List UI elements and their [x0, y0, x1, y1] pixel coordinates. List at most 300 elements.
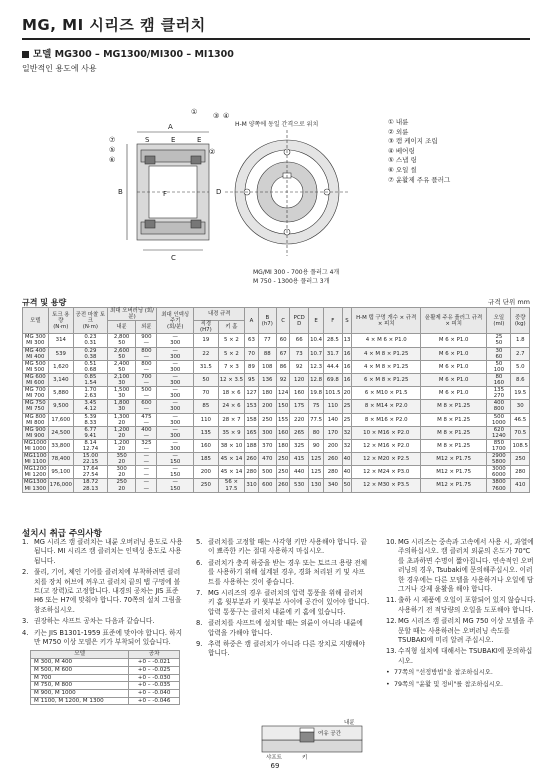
callout-4: ④: [223, 112, 230, 120]
cell-index: — 300: [157, 387, 194, 400]
table-row: [23, 413, 530, 426]
spec-title: 규격 및 용량: [22, 298, 67, 307]
cell-inner: 1,300 20: [107, 413, 136, 426]
table-row: [23, 439, 530, 452]
cell-c: 150: [276, 400, 289, 413]
header: [22, 14, 530, 74]
cell-oil: 400 800: [487, 400, 511, 413]
callout-7: ⑦: [109, 136, 116, 144]
table-row: [23, 466, 530, 479]
callout-2: ②: [209, 148, 216, 156]
cell-inner: 350 20: [107, 453, 136, 466]
cell-f: 200: [324, 439, 342, 452]
cell-a: 153: [245, 400, 258, 413]
cell-b: 108: [258, 360, 276, 373]
reference-note: • 79쪽의 "윤활 및 정비"를 참조하십시오.: [386, 680, 503, 688]
cell-drag: 5.39 8.33: [74, 413, 108, 426]
tolerance-row: [31, 659, 180, 667]
cell-drag: 18.72 28.13: [74, 479, 108, 492]
th-bore: 내경 규격: [194, 308, 245, 321]
cell-outer: 800 —: [136, 360, 157, 373]
cell-lub: M 6 × P1.0: [421, 373, 487, 386]
dim-label-e2: E: [197, 136, 202, 144]
callout-5: ⑤: [109, 146, 116, 154]
legend-item: ② 외륜: [388, 127, 409, 136]
dim-label-s: S: [145, 136, 150, 144]
cell-torque: 17,600: [48, 413, 73, 426]
tol-model: M 750, M 800: [31, 682, 129, 690]
cell-c: 155: [276, 413, 289, 426]
cell-bore: 110: [194, 413, 218, 426]
cell-inner: 2,400 50: [107, 360, 136, 373]
cell-index: — 300: [157, 347, 194, 360]
cell-s: 32: [342, 439, 352, 452]
table-row: [23, 453, 530, 466]
cell-torque: 1,620: [48, 360, 73, 373]
cell-oil: 500 1000: [487, 413, 511, 426]
spec-table: [22, 307, 530, 493]
cell-e: 12.8: [309, 373, 324, 386]
reference-note: • 77쪽의 "선정방법"을 참조하십시오.: [386, 669, 493, 677]
cell-oil: 25 50: [487, 334, 511, 347]
hm-note: H-M 양쪽에 동일 간격으로 위치: [235, 121, 319, 128]
cell-model: MG1300 MI 1300: [24, 479, 47, 492]
dim-label-f: F: [163, 190, 168, 198]
note-item: 3. 권장하는 샤프트 공차는 다음과 같습니다.: [22, 617, 155, 626]
cell-oil: 2900 5800: [487, 453, 511, 466]
cell-inner: 250 20: [107, 479, 136, 492]
cell-b: 250: [258, 413, 276, 426]
dim-label-a: A: [168, 123, 173, 131]
cell-s: 16: [342, 373, 352, 386]
tolerance-row: [31, 689, 180, 697]
cell-key: 12 × 3.5: [218, 373, 245, 386]
cell-index: — 300: [157, 413, 194, 426]
cell-hm: 8 × M14 × P2.0: [352, 400, 421, 413]
cell-e: 19.8: [309, 387, 324, 400]
cell-c: 250: [276, 466, 289, 479]
cell-inner: 300 20: [107, 466, 136, 479]
cell-a: 260: [245, 453, 258, 466]
cell-s: 50: [342, 479, 352, 492]
cell-bore: 185: [194, 453, 218, 466]
cell-bore: 85: [194, 400, 218, 413]
cell-bore: 160: [194, 439, 218, 452]
cell-lub: M12 × P1.75: [421, 466, 487, 479]
cell-index: — 300: [157, 334, 194, 347]
note-item: 6. 클러치가 충격 하중을 받는 경우 또는 토르크 용량 전체를 사용하기 위해 설계된 경우, 경화 처리된 키 및 샤프트를 사용하는 것이 좋습니다.: [196, 558, 368, 586]
table-row: [23, 426, 530, 439]
cell-pcd: 92: [290, 360, 309, 373]
cell-hm: 8 × M16 × P2.0: [352, 413, 421, 426]
cell-oil: 3800 7600: [487, 479, 511, 492]
cell-weight: 19.5: [511, 387, 530, 400]
th-bore-dia: 직경 (H7): [194, 321, 218, 334]
key-fig-shaft: 샤프트: [266, 755, 282, 760]
cell-c: 180: [276, 439, 289, 452]
tol-header-tol: 공차: [129, 651, 180, 659]
cell-lub: M12 × P1.75: [421, 479, 487, 492]
cell-oil: 620 1240: [487, 426, 511, 439]
cell-s: 32: [342, 426, 352, 439]
cell-inner: 1,200 20: [107, 426, 136, 439]
cell-hm: 4 × M 8 × P1.25: [352, 347, 421, 360]
cell-pcd: 530: [290, 479, 309, 492]
table-row: [23, 400, 530, 413]
cell-torque: 176,000: [48, 479, 73, 492]
tol-value: +0 – -0.021: [129, 659, 180, 667]
cell-model: MG1200 MI 1200: [24, 466, 47, 479]
note-item: 5. 클러치를 고정할 때는 사각형 키만 사용해야 합니다. 끝이 뾰족한 키는 절대 사용하지 마십시오.: [196, 538, 368, 556]
key-fig-key: 키: [302, 755, 308, 760]
cell-weight: 8.6: [511, 373, 530, 386]
cell-e: 125: [309, 466, 324, 479]
cell-key: 7 × 3: [218, 360, 245, 373]
tol-model: M 300, M 400: [31, 659, 129, 667]
callout-6: ⑥: [109, 156, 116, 164]
th-c: C: [276, 308, 289, 334]
cell-c: 260: [276, 479, 289, 492]
dim-label-d: D: [216, 188, 222, 196]
cell-a: 158: [245, 413, 258, 426]
dim-label-c: C: [171, 254, 176, 262]
note-item: 9. 추력 하중은 캠 클러치가 아니라 다른 장치로 지탱해야 합니다.: [196, 640, 366, 658]
table-row: [23, 479, 530, 492]
note-item: 11. 출하 시 제품에 오일이 포함되어 있지 않습니다. 사용하기 전 적당량의 오일을 도포해야 합니다.: [386, 596, 536, 614]
cell-e: 75: [309, 400, 324, 413]
cell-pcd: 440: [290, 466, 309, 479]
plug-note-2: M 750 - 1300용 플러그 3개: [253, 278, 330, 285]
callout-3: ③: [213, 112, 220, 120]
cell-weight: 1.8: [511, 334, 530, 347]
cell-inner: 2,600 50: [107, 347, 136, 360]
cell-hm: 12 × M30 × P3.5: [352, 479, 421, 492]
legend-item: ⑤ 스냅 링: [388, 156, 417, 165]
cell-inner: 1,500 30: [107, 387, 136, 400]
cell-hm: 10 × M16 × P2.0: [352, 426, 421, 439]
tol-value: +0 – -0.040: [129, 689, 180, 697]
cell-bore: 31.5: [194, 360, 218, 373]
cell-c: 124: [276, 387, 289, 400]
legend-item: ③ 캠 케이지 조립: [388, 137, 438, 146]
th-e: E: [309, 308, 324, 334]
cell-s: 40: [342, 466, 352, 479]
cell-index: — 150: [157, 466, 194, 479]
cell-f: 280: [324, 466, 342, 479]
cell-e: 12.3: [309, 360, 324, 373]
cell-f: 260: [324, 453, 342, 466]
th-pcd: PCD D: [290, 308, 309, 334]
cell-torque: 95,100: [48, 466, 73, 479]
cell-hm: 12 × M16 × P2.0: [352, 439, 421, 452]
cell-b: 77: [258, 334, 276, 347]
cell-s: 13: [342, 334, 352, 347]
cell-e: 125: [309, 453, 324, 466]
th-a: A: [245, 308, 258, 334]
cell-f: 101.5: [324, 387, 342, 400]
note-item: 13. 수직형 설치에 대해서는 TSUBAKI에 문의하십시오.: [386, 647, 533, 665]
cell-inner: 1,800 30: [107, 400, 136, 413]
cell-weight: 30: [511, 400, 530, 413]
note-item: 8. 클러치를 샤프트에 설치할 때는 외륜이 아니라 내륜에 압력을 가해야 합니다.: [196, 619, 363, 637]
th-outer: 외륜: [136, 321, 157, 334]
cell-pcd: 325: [290, 439, 309, 452]
cell-torque: 9,500: [48, 400, 73, 413]
cell-weight: 250: [511, 453, 530, 466]
cell-index: — 300: [157, 373, 194, 386]
th-f: F: [324, 308, 342, 334]
cell-s: 16: [342, 347, 352, 360]
cell-bore: 135: [194, 426, 218, 439]
cell-c: 250: [276, 453, 289, 466]
notes-column-3: [386, 538, 536, 689]
cell-lub: M 6 × P1.0: [421, 387, 487, 400]
cell-outer: 800 —: [136, 347, 157, 360]
cell-pcd: 160: [290, 387, 309, 400]
cell-pcd: 415: [290, 453, 309, 466]
cell-c: 160: [276, 426, 289, 439]
cell-outer: 475 —: [136, 413, 157, 426]
cell-model: MG 300 MI 300: [23, 334, 49, 347]
tol-value: +0 – -0.025: [129, 666, 180, 674]
model-line: [22, 46, 530, 60]
tolerance-row: [31, 674, 180, 682]
cell-b: 180: [258, 387, 276, 400]
cell-index: — 150: [157, 453, 194, 466]
th-s: S: [342, 308, 352, 334]
cell-e: 10.4: [309, 334, 324, 347]
tolerance-row: [31, 666, 180, 674]
th-inner: 내륜: [107, 321, 136, 334]
note-item: 1. MG 시리즈 캠 클러치는 내륜 오버러닝 용도로 사용됩니다. MI 시리즈 캠 클러치는 인덱싱 용도로 사용됩니다.: [22, 538, 183, 565]
cell-a: 89: [245, 360, 258, 373]
cell-torque: 78,400: [48, 453, 73, 466]
cell-drag: 0.23 0.31: [74, 334, 108, 347]
cell-outer: — —: [136, 479, 157, 492]
cell-f: 140: [324, 413, 342, 426]
clutch-diagram: [105, 96, 350, 291]
cell-drag: 3.45 4.12: [74, 400, 108, 413]
cell-weight: 2.7: [511, 347, 530, 360]
notes-title: 설치시 취급 주의사항: [22, 529, 102, 539]
cell-outer: 700 —: [136, 373, 157, 386]
cell-outer: 400 —: [136, 426, 157, 439]
cell-key: 56 × 17.5: [218, 479, 245, 492]
cell-f: 170: [324, 426, 342, 439]
cell-model: MG 500 MI 500: [23, 360, 49, 373]
cell-c: 60: [276, 334, 289, 347]
cell-model: MG 750 MI 750: [23, 400, 49, 413]
cell-lub: M 8 × P1.25: [421, 413, 487, 426]
title-divider: [22, 38, 530, 40]
cell-model: MG 400 MI 400: [23, 347, 49, 360]
callout-1: ①: [191, 108, 198, 116]
cell-drag: 6.77 9.41: [74, 426, 108, 439]
cell-f: 69.8: [324, 373, 342, 386]
cell-f: 340: [324, 479, 342, 492]
cell-torque: 5,880: [48, 387, 73, 400]
tolerance-table: [30, 650, 180, 705]
note-item: 12. MG 시리즈 캠 클러치 MG 750 이상 모델을 주문할 때는 사용하려는 오버러닝 속도를 TSUBAKI에 미리 알려 주십시오.: [386, 617, 534, 645]
cell-s: 20: [342, 387, 352, 400]
cell-torque: 33,800: [48, 439, 73, 452]
cell-s: 25: [342, 400, 352, 413]
cell-f: 28.5: [324, 334, 342, 347]
cell-e: 90: [309, 439, 324, 452]
cell-index: — 300: [157, 426, 194, 439]
cell-e: 130: [309, 479, 324, 492]
cell-hm: 4 × M 6 × P1.0: [352, 334, 421, 347]
th-b: B (h7): [258, 308, 276, 334]
note-item: 7. MG 시리즈의 경우 클러치의 압력 통풍을 위해 클러치 키 홈 윗부분과 키 윗부분 사이에 공간이 있어야 합니다. 압력 통풍구는 클러치 내륜에 키 홈에 있습니다.: [196, 589, 370, 616]
cell-key: 45 × 14: [218, 466, 245, 479]
table-row: [23, 334, 530, 347]
notes-column-2: [196, 538, 370, 661]
cell-pcd: 175: [290, 400, 309, 413]
cell-weight: 46.5: [511, 413, 530, 426]
cell-index: — 300: [157, 439, 194, 452]
tol-value: +0 – -0.030: [129, 674, 180, 682]
cell-hm: 6 × M10 × P1.5: [352, 387, 421, 400]
cell-pcd: 73: [290, 347, 309, 360]
cell-lub: M12 × P1.75: [421, 453, 487, 466]
key-fig-gap: 여유 공간: [318, 731, 342, 737]
cell-torque: 3,140: [48, 373, 73, 386]
table-row: [23, 373, 530, 386]
legend-item: ⑥ 오일 씰: [388, 165, 417, 174]
cell-a: 95: [245, 373, 258, 386]
cell-b: 200: [258, 400, 276, 413]
cell-key: 24 × 6: [218, 400, 245, 413]
cell-torque: 24,500: [48, 426, 73, 439]
cell-model: MG1000 MI 1000: [24, 439, 47, 452]
cell-key: 5 × 2: [218, 347, 245, 360]
cell-key: 28 × 7: [218, 413, 245, 426]
cell-oil: 50 100: [487, 360, 511, 373]
cell-b: 88: [258, 347, 276, 360]
cell-oil: 135 270: [487, 387, 511, 400]
tol-model: M 1100, M 1200, M 1300: [31, 697, 129, 705]
cell-oil: 30 60: [487, 347, 511, 360]
cell-model: MG1100 MI 1100: [24, 453, 47, 466]
cell-a: 165: [245, 426, 258, 439]
key-fig-inner: 내륜: [344, 720, 355, 726]
cell-oil: 3000 6000: [487, 466, 511, 479]
cell-bore: 200: [194, 466, 218, 479]
cell-inner: 2,800 50: [107, 334, 136, 347]
cell-b: 370: [258, 439, 276, 452]
th-key: 키 홈: [218, 321, 245, 334]
cell-b: 300: [258, 426, 276, 439]
cell-drag: 0.29 0.38: [74, 347, 108, 360]
note-item: 4. 키는 JIS B1301-1959 표준에 맞아야 합니다. 하지만 M750 이상 모델은 키가 부착되어 있습니다.: [22, 628, 183, 647]
cell-b: 600: [258, 479, 276, 492]
note-item: 2. 풀리, 기어, 체인 기어를 클러치에 부착하려면 클러치를 장치 허브에 꺼우고 클러치 끝의 탭 구멍에 볼트(고 장력)로 고정합니다. 내경의 공차는 JIS 표준 H6 또는 H7에 맞춰야 합니다. 70쪽의 설치 그림을 참조하십시오.: [22, 568, 182, 614]
cell-drag: 15.00 22.15: [74, 453, 108, 466]
cell-bore: 70: [194, 387, 218, 400]
cell-pcd: 220: [290, 413, 309, 426]
cell-pcd: 66: [290, 334, 309, 347]
cell-bore: 250: [194, 479, 218, 492]
notes-column-1: [22, 538, 184, 705]
cell-b: 136: [258, 373, 276, 386]
cell-a: 310: [245, 479, 258, 492]
cell-c: 86: [276, 360, 289, 373]
tol-model: M 900, M 1000: [31, 689, 129, 697]
cell-lub: M 8 × P1.25: [421, 400, 487, 413]
cell-drag: 0.85 1.54: [74, 373, 108, 386]
cell-pcd: 120: [290, 373, 309, 386]
tol-header-model: 모델: [31, 651, 129, 659]
cell-b: 470: [258, 453, 276, 466]
table-row: [23, 387, 530, 400]
cell-a: 63: [245, 334, 258, 347]
dim-label-e: E: [171, 136, 176, 144]
square-bullet-icon: [22, 51, 29, 58]
cell-lub: M 6 × P1.0: [421, 334, 487, 347]
cell-drag: 8.14 12.74: [74, 439, 108, 452]
cell-c: 67: [276, 347, 289, 360]
cell-bore: 50: [194, 373, 218, 386]
th-indexing: 최대 인덱싱 주기 (회/분): [157, 308, 194, 334]
tol-value: +0 – -0.035: [129, 682, 180, 690]
cell-inner: 1,200 20: [107, 439, 136, 452]
th-hm: H-M 탭 구멍 개수 × 규격 × 피치: [352, 308, 421, 334]
cell-f: 31.7: [324, 347, 342, 360]
cell-f: 44.4: [324, 360, 342, 373]
cell-lub: M 6 × P1.0: [421, 347, 487, 360]
cell-inner: 2,100 30: [107, 373, 136, 386]
spec-unit: 규격 단위 mm: [488, 298, 530, 306]
parts-legend: [388, 118, 450, 185]
tol-model: M 500, M 600: [31, 666, 129, 674]
page-number: 69: [270, 762, 280, 770]
cell-oil: 850 1700: [487, 439, 511, 452]
cell-index: — 150: [157, 479, 194, 492]
cell-outer: 900 —: [136, 334, 157, 347]
cell-a: 127: [245, 387, 258, 400]
cell-model: MG 800 MI 800: [23, 413, 49, 426]
note-item: 10. MG 시리즈는 중속과 고속에서 사용 시, 과열에 주의하십시오. 캠 클러치 외륜의 온도가 70℃를 초과하면 수명이 짧아집니다. 연속적인 오버러닝의 경우, Tsubaki에 문의해주십시오. 이러한 경우에는 다른 모델을 사용하거나 오일에 담그거나 강제 윤활을 해야 합니다.: [386, 538, 534, 594]
cell-lub: M 8 × P1.25: [421, 426, 487, 439]
cell-s: 40: [342, 453, 352, 466]
cell-torque: 539: [48, 347, 73, 360]
cell-s: 25: [342, 413, 352, 426]
cell-torque: 314: [48, 334, 73, 347]
legend-item: ⑦ 윤활제 주유 플러그: [388, 175, 451, 184]
legend-item: ④ 베어링: [388, 146, 415, 155]
tolerance-row: [31, 697, 180, 705]
legend-item: ① 내륜: [388, 118, 409, 126]
cell-c: 92: [276, 373, 289, 386]
cell-hm: 12 × M24 × P3.0: [352, 466, 421, 479]
tolerance-row: [31, 682, 180, 690]
tol-model: M 700: [31, 674, 129, 682]
cell-outer: 500 —: [136, 387, 157, 400]
th-overrun: 최대 오버러닝 (회/분): [107, 308, 157, 321]
cell-b: 500: [258, 466, 276, 479]
dim-label-b: B: [118, 188, 123, 196]
cell-index: — 300: [157, 360, 194, 373]
table-row: [23, 360, 530, 373]
th-model: 모델: [23, 308, 49, 334]
cell-key: 38 × 10: [218, 439, 245, 452]
th-drag: 공전 마찰 토크 (N·m): [74, 308, 108, 334]
cell-weight: 410: [511, 479, 530, 492]
cell-lub: M 8 × P1.25: [421, 439, 487, 452]
th-torque: 토크 용량 (N·m): [48, 308, 73, 334]
cell-lub: M 6 × P1.0: [421, 360, 487, 373]
